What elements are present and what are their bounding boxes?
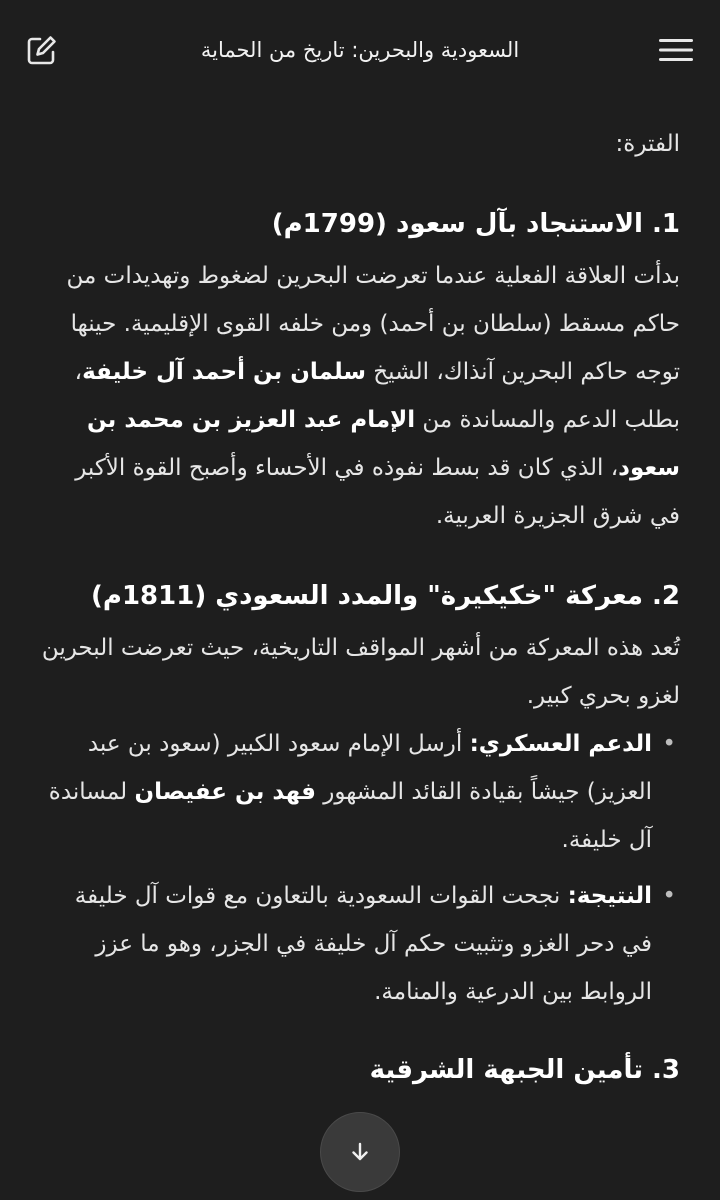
section1-paragraph: بدأت العلاقة الفعلية عندما تعرضت البحرين لضغوط وتهديدات من حاكم مسقط (سلطان بن أحمد) ومن خلفه القوى الإقليمية. حينها توجه حاكم البحرين آنذاك، الشيخ سلمان بن أحمد آل خليفة، بطلب الدعم والمساندة من الإمام عبد العزيز بن محمد بن سعود، الذي كان قد بسط نفوذه في الأحساء وأصبح القوة الأكبر في شرق الجزيرة العربية. xyxy=(66,263,680,529)
section-heading-3: 3. تأمين الجبهة الشرقية xyxy=(369,1055,680,1085)
intro-end: الفترة: xyxy=(615,131,680,157)
section-heading-2: 2. معركة "خكيكيرة" والمدد السعودي (1811م) xyxy=(90,581,680,611)
top-bar xyxy=(0,0,720,100)
menu-icon xyxy=(659,38,693,62)
message-content xyxy=(40,80,680,1094)
bullet-dot: • xyxy=(662,731,676,757)
compose-icon xyxy=(25,33,59,67)
arrow-down-icon xyxy=(348,1140,372,1164)
list-item: • الدعم العسكري: أرسل الإمام سعود الكبير (سعود بن عبد العزيز) جيشاً بقيادة القائد المشهور فهد بن عفيصان لمساندة آل خليفة. xyxy=(40,720,680,864)
scroll-to-bottom-button[interactable] xyxy=(320,1112,400,1192)
section2-intro: تُعد هذه المعركة من أشهر المواقف التاريخية، حيث تعرضت البحرين لغزو بحري كبير. xyxy=(41,635,680,709)
chat-title[interactable]: السعودية والبحرين: تاريخ من الحماية xyxy=(200,38,520,62)
bullet-dot: • xyxy=(662,883,676,909)
menu-button[interactable] xyxy=(654,30,698,70)
section-heading-1: 1. الاستنجاد بآل سعود (1799م) xyxy=(271,209,680,239)
list-item: • النتيجة: نجحت القوات السعودية بالتعاون مع قوات آل خليفة في دحر الغزو وتثبيت حكم آل خليفة في الجزر، وهو ما عزز الروابط بين الدرعية والمنامة. xyxy=(40,872,680,1016)
new-chat-button[interactable] xyxy=(20,30,64,70)
